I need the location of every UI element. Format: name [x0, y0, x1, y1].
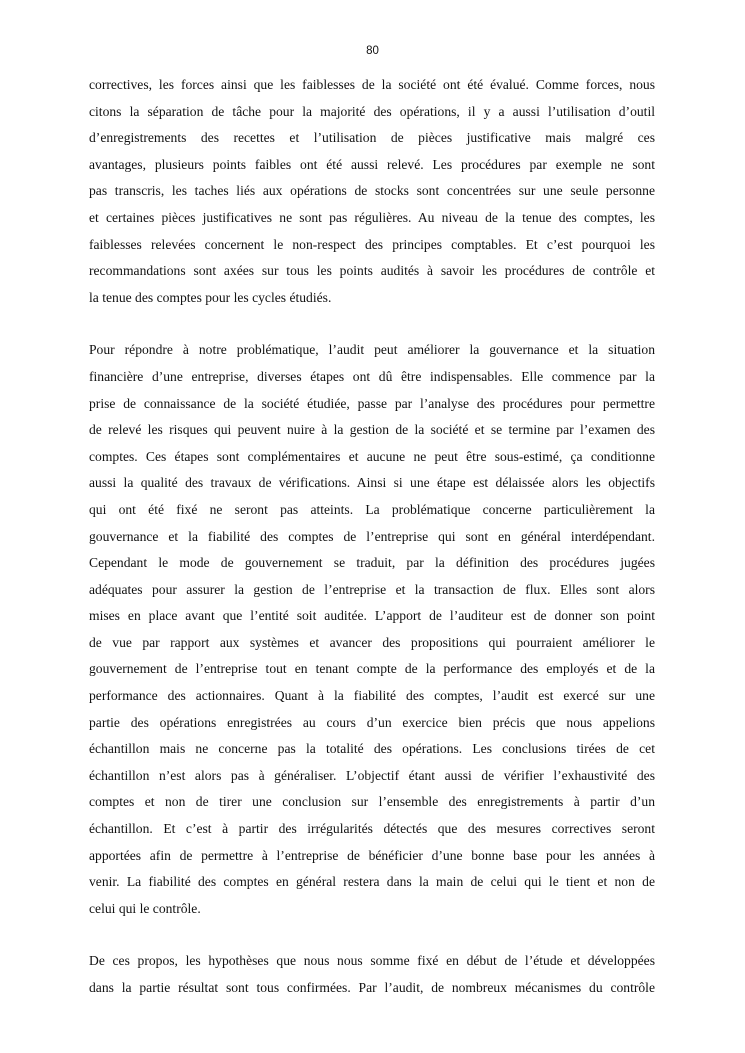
paragraph	[89, 337, 655, 922]
text-line: De ces propos, les hypothèses que nous nous somme fixé en début de l’étude et développées	[89, 953, 655, 969]
text-line: avantages, plusieurs points faibles ont été aussi relevé. Les procédures par exemple ne sont	[89, 156, 655, 172]
text-line: échantillon n’est alors pas à généraliser. L’objectif étant aussi de vérifier l’exhaustivité des	[89, 767, 655, 783]
text-line: d’enregistrements des recettes et l’utilisation de pièces justificative mais malgré ces	[89, 130, 655, 146]
text-line: adéquates pour assurer la gestion de l’entreprise et la transaction de flux. Elles sont alors	[89, 581, 655, 597]
text-line: de relevé les risques qui peuvent nuire à la gestion de la société et se termine par l’examen des	[89, 422, 655, 438]
text-line: gouvernement de l’entreprise tout en tenant compte de la performance des employés et de la	[89, 661, 655, 677]
text-line: correctives, les forces ainsi que les faiblesses de la société ont été évalué. Comme forces, nous	[89, 77, 655, 92]
text-line: celui qui le contrôle.	[89, 900, 201, 916]
text-line: gouvernance et la fiabilité des comptes de l’entreprise qui sont en général interdépendant.	[89, 528, 655, 544]
text-line: prise de connaissance de la société étudiée, passe par l’analyse des procédures pour permettre	[89, 395, 655, 411]
text-line: et certaines pièces justificatives ne sont pas régulières. Au niveau de la tenue des comptes, les	[89, 209, 655, 225]
text-line: pas transcris, les taches liés aux opérations de stocks sont concentrées sur une seule personne	[89, 183, 655, 199]
text-line: comptes. Ces étapes sont complémentaires et aucune ne peut être sous-estimé, ça conditionne	[89, 448, 655, 464]
text-line: échantillon. Et c’est à partir des irrégularités détectés que des mesures correctives seront	[89, 821, 655, 837]
text-line: partie des opérations enregistrées au cours d’un exercice bien précis que nous appelions	[89, 714, 655, 730]
text-line: faiblesses relevées concernent le non-respect des principes comptables. Et c’est pourquoi les	[89, 236, 655, 252]
document-body	[89, 72, 655, 1002]
text-line: comptes et non de tirer une conclusion sur l’ensemble des enregistrements à partir d’un	[89, 794, 655, 810]
text-line: financière d’une entreprise, diverses étapes ont dû être indispensables. Elle commence par la	[89, 368, 655, 384]
text-line: recommandations sont axées sur tous les points audités à savoir les procédures de contrôle et	[89, 263, 655, 279]
text-line: échantillon mais ne concerne pas la totalité des opérations. Les conclusions tirées de cet	[89, 741, 655, 757]
paragraph-gap	[89, 922, 655, 948]
page-number: 80	[366, 45, 379, 57]
text-line: de vue par rapport aux systèmes et avancer des propositions qui pourraient améliorer le	[89, 634, 655, 650]
paragraph-gap	[89, 311, 655, 337]
text-line: qui ont été fixé ne seront pas atteints. La problématique concerne particulièrement la	[89, 501, 655, 517]
text-line: la tenue des comptes pour les cycles étudiés.	[89, 289, 332, 305]
text-line: aussi la qualité des travaux de vérifications. Ainsi si une étape est délaissée alors les objectifs	[89, 475, 655, 491]
text-line: venir. La fiabilité des comptes en général restera dans la main de celui qui le tient et non de	[89, 874, 655, 890]
paragraph	[89, 948, 655, 1001]
text-line: dans la partie résultat sont tous confirmées. Par l’audit, de nombreux mécanismes du contrôle	[89, 980, 655, 995]
text-line: performance des actionnaires. Quant à la fiabilité des comptes, l’audit est exercé sur une	[89, 688, 655, 704]
text-line: Cependant le mode de gouvernement se traduit, par la définition des procédures jugées	[89, 555, 655, 571]
text-line: citons la séparation de tâche pour la majorité des opérations, il y a aussi l’utilisation d’outil	[89, 103, 655, 119]
text-line: mises en place avant que l’entité soit auditée. L’apport de l’auditeur est de donner son point	[89, 608, 655, 624]
text-line: Pour répondre à notre problématique, l’audit peut améliorer la gouvernance et la situation	[89, 342, 655, 358]
text-line: apportées afin de permettre à l’entreprise de bénéficier d’une bonne base pour les années à	[89, 847, 655, 863]
paragraph	[89, 72, 655, 311]
